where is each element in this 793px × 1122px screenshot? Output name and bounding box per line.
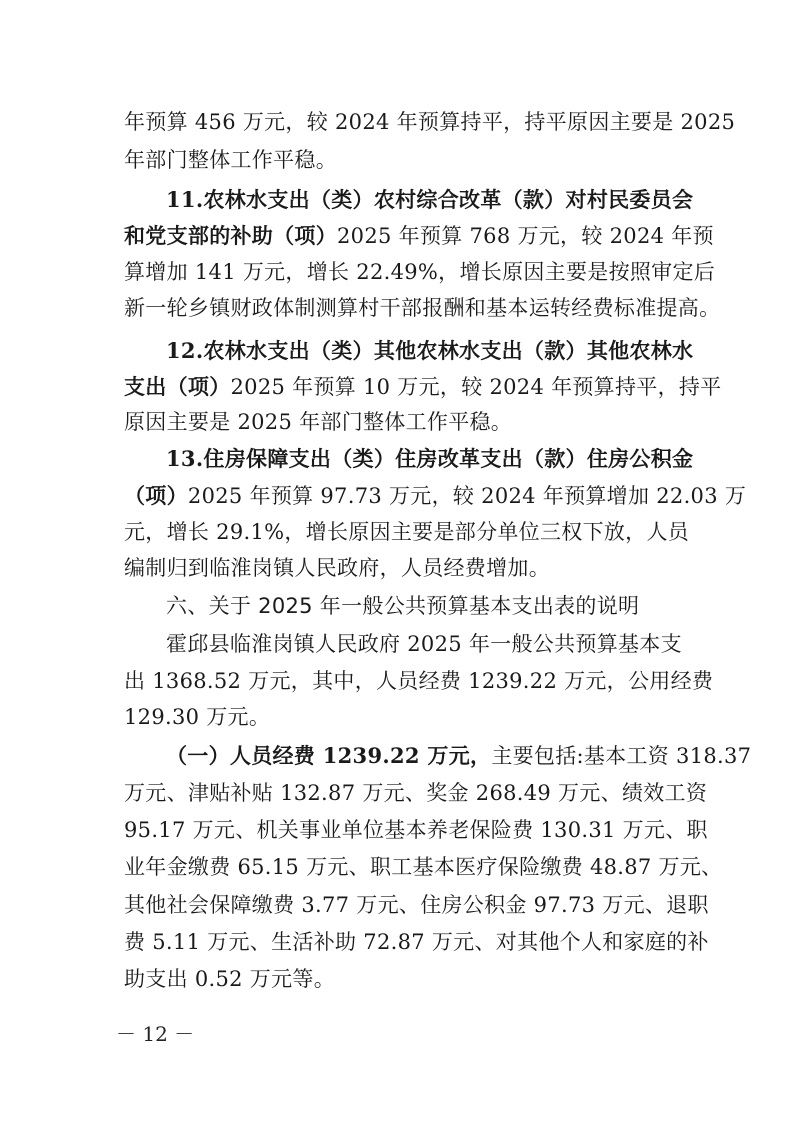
item-13-title-cont: （项） bbox=[124, 483, 188, 508]
item-12-line-3 bbox=[124, 404, 684, 440]
text-run: 原因主要是 2025 年部门整体工作平稳。 bbox=[124, 410, 513, 434]
item-12-heading bbox=[166, 333, 694, 369]
item-13-line-4 bbox=[124, 550, 684, 586]
text-run: 元，增长 29.1%，增长原因主要是部分单位三权下放，人员 bbox=[124, 520, 690, 544]
text-run: 2025 年预算 97.73 万元，较 2024 年预算增加 22.03 万 bbox=[187, 484, 747, 508]
item-11-title-cont: 和党支部的补助（项） bbox=[124, 223, 337, 248]
item-12-line-2 bbox=[124, 369, 722, 405]
text-run: 助支出 0.52 万元等。 bbox=[124, 967, 336, 991]
text-run: 129.30 万元。 bbox=[124, 705, 271, 729]
text-run: 新一轮乡镇财政体制测算村干部报酬和基本运转经费标准提高。 bbox=[124, 296, 721, 320]
text-run: 出 1368.52 万元，其中，人员经费 1239.22 万元，公用经费 bbox=[124, 669, 714, 693]
item-13-title: 13.住房保障支出（类）住房改革支出（款）住房公积金 bbox=[166, 446, 694, 471]
item-11-line-2 bbox=[124, 218, 714, 254]
paragraph-10-line-3 bbox=[124, 142, 684, 178]
personnel-line-7 bbox=[124, 961, 684, 997]
item-11-line-3 bbox=[124, 254, 716, 290]
item-11-line-4 bbox=[124, 290, 721, 326]
text-run: 费 5.11 万元、生活补助 72.87 万元、对其他个人和家庭的补 bbox=[124, 930, 709, 954]
personnel-title: （一）人员经费 1239.22 万元， bbox=[166, 743, 492, 768]
item-11-title: 11.农林水支出（类）农村综合改革（款）对村民委员会 bbox=[166, 187, 694, 212]
text-run: 2025 年预算 10 万元，较 2024 年预算持平，持平 bbox=[230, 375, 722, 399]
item-13-line-3 bbox=[124, 514, 690, 550]
section-6-para-line-3 bbox=[124, 699, 684, 735]
item-13-heading bbox=[166, 441, 694, 477]
personnel-line-2 bbox=[124, 775, 708, 811]
text-run: 业年金缴费 65.15 万元、职工基本医疗保险缴费 48.87 万元、 bbox=[124, 855, 723, 879]
section-6-title: 六、关于 2025 年一般公共预算基本支出表的说明 bbox=[166, 594, 640, 618]
item-11-heading bbox=[166, 182, 694, 218]
text-run: 其他社会保障缴费 3.77 万元、住房公积金 97.73 万元、退职 bbox=[124, 893, 709, 917]
page-number: － 12 － bbox=[116, 1022, 195, 1046]
personnel-heading bbox=[166, 738, 752, 774]
personnel-line-6 bbox=[124, 924, 709, 960]
item-12-title-cont: 支出（项） bbox=[124, 374, 231, 399]
text-run: 编制归到临淮岗镇人民政府，人员经费增加。 bbox=[124, 556, 550, 580]
text-run: 算增加 141 万元，增长 22.49%，增长原因主要是按照审定后 bbox=[124, 260, 716, 284]
paragraph-10-line-2 bbox=[124, 104, 736, 140]
text-run: 年部门整体工作平稳。 bbox=[124, 148, 337, 172]
section-6-para-line-2 bbox=[124, 663, 714, 699]
text-run: 2025 年预算 768 万元，较 2024 年预 bbox=[337, 224, 714, 248]
text-run: 年预算 456 万元，较 2024 年预算持平，持平原因主要是 2025 bbox=[124, 110, 736, 134]
section-6-para-line-1 bbox=[166, 626, 684, 662]
item-12-title: 12.农林水支出（类）其他农林水支出（款）其他农林水 bbox=[166, 338, 694, 363]
personnel-line-5 bbox=[124, 887, 709, 923]
text-run: 主要包括:基本工资 318.37 bbox=[491, 744, 752, 768]
personnel-line-4 bbox=[124, 849, 723, 885]
section-6-heading bbox=[166, 588, 684, 624]
personnel-line-3 bbox=[124, 812, 708, 848]
text-run: 万元、津贴补贴 132.87 万元、奖金 268.49 万元、绩效工资 bbox=[124, 781, 708, 805]
text-run: 霍邱县临淮岗镇人民政府 2025 年一般公共预算基本支 bbox=[166, 632, 682, 656]
text-run: 95.17 万元、机关事业单位基本养老保险费 130.31 万元、职 bbox=[124, 818, 708, 842]
item-13-line-2 bbox=[124, 478, 747, 514]
